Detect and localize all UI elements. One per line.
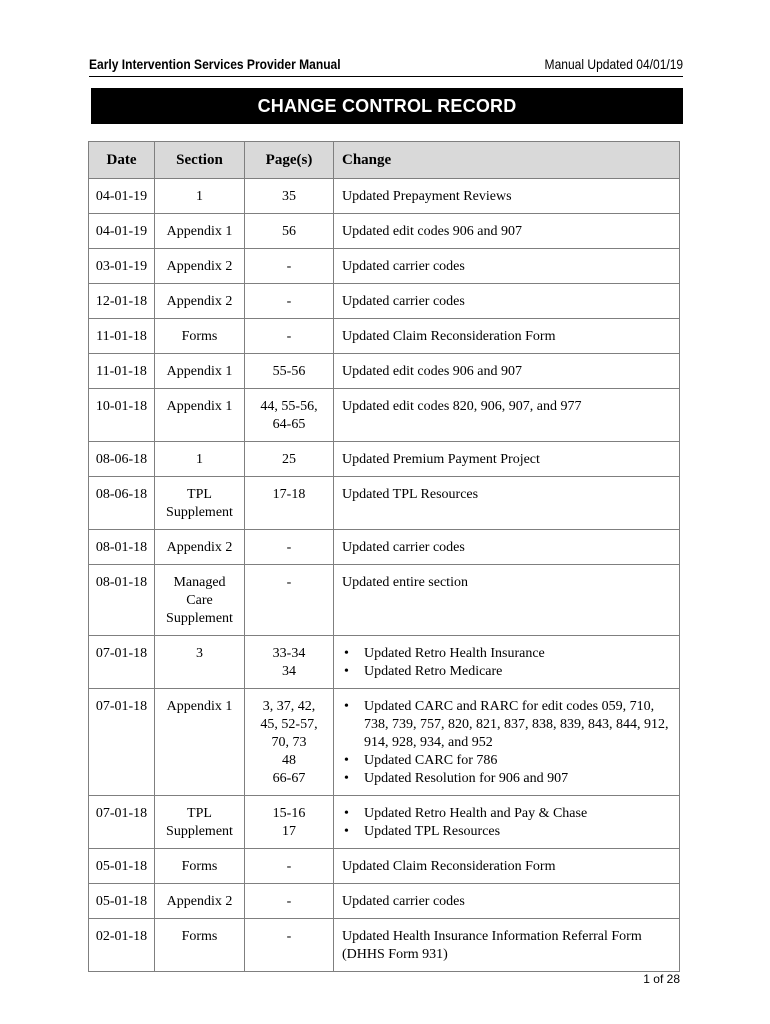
section-banner bbox=[91, 88, 683, 124]
cell-date: 08-06-18 bbox=[89, 442, 155, 477]
cell-section bbox=[155, 636, 245, 689]
section-line: Appendix 2 bbox=[166, 894, 233, 909]
cell-date: 08-01-18 bbox=[89, 565, 155, 636]
banner-title: CHANGE CONTROL RECORD bbox=[257, 95, 517, 116]
cell-pages bbox=[245, 636, 334, 689]
cell-date: 02-01-18 bbox=[89, 919, 155, 972]
column-header-section: Section bbox=[155, 142, 245, 179]
pages-line: 35 bbox=[282, 189, 296, 204]
change-bullet-list bbox=[342, 698, 671, 788]
change-text: Updated edit codes 906 and 907 bbox=[342, 364, 523, 379]
section-line: Appendix 2 bbox=[166, 540, 233, 555]
table-row bbox=[89, 530, 680, 565]
section-line: Appendix 1 bbox=[166, 224, 233, 239]
pages-line: 3, 37, 42, bbox=[262, 699, 316, 714]
section-line: Appendix 1 bbox=[166, 364, 233, 379]
cell-date: 10-01-18 bbox=[89, 389, 155, 442]
change-text: Updated carrier codes bbox=[342, 894, 465, 909]
pages-line: 25 bbox=[282, 452, 296, 467]
cell-section bbox=[155, 179, 245, 214]
table-row bbox=[89, 179, 680, 214]
change-text: Updated TPL Resources bbox=[342, 487, 479, 502]
change-bullet-item: • Updated TPL Resources bbox=[342, 823, 671, 841]
cell-pages bbox=[245, 884, 334, 919]
section-line: Forms bbox=[181, 929, 218, 944]
cell-section bbox=[155, 565, 245, 636]
cell-date: 03-01-19 bbox=[89, 249, 155, 284]
cell-pages bbox=[245, 389, 334, 442]
table-row bbox=[89, 565, 680, 636]
cell-pages bbox=[245, 796, 334, 849]
cell-change bbox=[334, 319, 680, 354]
section-line: Forms bbox=[181, 329, 218, 344]
cell-pages bbox=[245, 249, 334, 284]
cell-pages bbox=[245, 214, 334, 249]
pages-line: 45, 52-57, bbox=[260, 717, 318, 732]
cell-section bbox=[155, 284, 245, 319]
table-row bbox=[89, 249, 680, 284]
cell-change bbox=[334, 636, 680, 689]
change-text: Updated Prepayment Reviews bbox=[342, 189, 512, 204]
cell-section bbox=[155, 249, 245, 284]
section-line: Appendix 2 bbox=[166, 294, 233, 309]
cell-pages bbox=[245, 179, 334, 214]
change-text: Updated carrier codes bbox=[342, 259, 465, 274]
section-line: Supplement bbox=[166, 824, 233, 839]
pages-line: - bbox=[286, 540, 292, 555]
section-line: 3 bbox=[196, 646, 203, 661]
change-text: Updated Premium Payment Project bbox=[342, 452, 540, 467]
cell-change bbox=[334, 689, 680, 796]
cell-date: 04-01-19 bbox=[89, 179, 155, 214]
cell-change bbox=[334, 249, 680, 284]
cell-change bbox=[334, 919, 680, 972]
cell-change bbox=[334, 442, 680, 477]
cell-change bbox=[334, 565, 680, 636]
cell-change bbox=[334, 354, 680, 389]
table-row bbox=[89, 214, 680, 249]
cell-section bbox=[155, 689, 245, 796]
cell-pages bbox=[245, 477, 334, 530]
cell-change bbox=[334, 477, 680, 530]
table-row bbox=[89, 477, 680, 530]
cell-change bbox=[334, 389, 680, 442]
pages-line: 34 bbox=[282, 664, 296, 679]
change-bullet-item: • Updated Retro Health and Pay & Chase bbox=[342, 805, 671, 823]
section-line: TPL bbox=[187, 487, 212, 502]
pages-line: - bbox=[286, 329, 292, 344]
table-row bbox=[89, 884, 680, 919]
pages-line: 66-67 bbox=[272, 771, 306, 786]
change-text: Updated carrier codes bbox=[342, 540, 465, 555]
table-row bbox=[89, 849, 680, 884]
cell-change bbox=[334, 884, 680, 919]
cell-date: 07-01-18 bbox=[89, 796, 155, 849]
pages-line: - bbox=[286, 859, 292, 874]
table-header-row bbox=[89, 142, 680, 179]
table-row bbox=[89, 442, 680, 477]
change-control-table bbox=[88, 141, 680, 972]
pages-line: 33-34 bbox=[272, 646, 306, 661]
table-row bbox=[89, 389, 680, 442]
pages-line: 15-16 bbox=[272, 806, 306, 821]
pages-line: 48 bbox=[282, 753, 296, 768]
change-bullet-item: • Updated Retro Medicare bbox=[342, 663, 671, 681]
cell-date: 08-06-18 bbox=[89, 477, 155, 530]
cell-date: 12-01-18 bbox=[89, 284, 155, 319]
cell-date: 05-01-18 bbox=[89, 884, 155, 919]
cell-change bbox=[334, 530, 680, 565]
cell-date: 04-01-19 bbox=[89, 214, 155, 249]
section-line: Supplement bbox=[166, 611, 233, 626]
cell-date: 08-01-18 bbox=[89, 530, 155, 565]
cell-section bbox=[155, 919, 245, 972]
change-text: Updated Health Insurance Information Referral Form (DHHS Form 931) bbox=[342, 929, 642, 962]
cell-section bbox=[155, 796, 245, 849]
cell-pages bbox=[245, 354, 334, 389]
cell-pages bbox=[245, 319, 334, 354]
section-line: Appendix 2 bbox=[166, 259, 233, 274]
table-row bbox=[89, 796, 680, 849]
page-header bbox=[89, 56, 683, 77]
section-line: Appendix 1 bbox=[166, 399, 233, 414]
cell-change bbox=[334, 849, 680, 884]
cell-pages bbox=[245, 442, 334, 477]
section-line: Forms bbox=[181, 859, 218, 874]
cell-section bbox=[155, 849, 245, 884]
change-bullet-list bbox=[342, 805, 671, 841]
manual-title: Early Intervention Services Provider Manual bbox=[89, 56, 341, 72]
cell-change bbox=[334, 179, 680, 214]
pages-line: - bbox=[286, 259, 292, 274]
change-bullet-item: • Updated Resolution for 906 and 907 bbox=[342, 770, 671, 788]
cell-date: 07-01-18 bbox=[89, 689, 155, 796]
cell-pages bbox=[245, 530, 334, 565]
change-text: Updated Claim Reconsideration Form bbox=[342, 859, 556, 874]
change-text: Updated edit codes 906 and 907 bbox=[342, 224, 523, 239]
change-bullet-item: • Updated Retro Health Insurance bbox=[342, 645, 671, 663]
cell-pages bbox=[245, 849, 334, 884]
manual-updated-date: Manual Updated 04/01/19 bbox=[544, 56, 683, 72]
change-text: Updated edit codes 820, 906, 907, and 977 bbox=[342, 399, 582, 414]
section-line: 1 bbox=[196, 189, 203, 204]
table-row bbox=[89, 319, 680, 354]
table-row bbox=[89, 284, 680, 319]
pages-line: - bbox=[286, 929, 292, 944]
change-bullet-item: • Updated CARC and RARC for edit codes 059, 710, 738, 739, 757, 820, 821, 837, 838, 839, 843, 844, 912, 914, 928, 934, and 952 bbox=[342, 698, 671, 752]
column-header-date: Date bbox=[89, 142, 155, 179]
change-text: Updated carrier codes bbox=[342, 294, 465, 309]
cell-pages bbox=[245, 284, 334, 319]
pages-line: 17-18 bbox=[272, 487, 306, 502]
table-row bbox=[89, 636, 680, 689]
table-row bbox=[89, 919, 680, 972]
column-header-pages: Page(s) bbox=[245, 142, 334, 179]
cell-date: 11-01-18 bbox=[89, 354, 155, 389]
cell-section bbox=[155, 214, 245, 249]
cell-section bbox=[155, 389, 245, 442]
pages-line: 17 bbox=[282, 824, 296, 839]
pages-line: 44, 55-56, bbox=[260, 399, 318, 414]
cell-date: 05-01-18 bbox=[89, 849, 155, 884]
cell-change bbox=[334, 284, 680, 319]
pages-line: - bbox=[286, 294, 292, 309]
cell-section bbox=[155, 477, 245, 530]
pages-line: 64-65 bbox=[272, 417, 306, 432]
cell-section bbox=[155, 530, 245, 565]
cell-change bbox=[334, 214, 680, 249]
cell-section bbox=[155, 319, 245, 354]
section-line: Managed bbox=[173, 575, 226, 590]
pages-line: - bbox=[286, 894, 292, 909]
section-line: TPL bbox=[187, 806, 212, 821]
change-text: Updated Claim Reconsideration Form bbox=[342, 329, 556, 344]
section-line: 1 bbox=[196, 452, 203, 467]
pages-line: 70, 73 bbox=[271, 735, 307, 750]
cell-pages bbox=[245, 565, 334, 636]
change-bullet-item: • Updated CARC for 786 bbox=[342, 752, 671, 770]
pages-line: - bbox=[286, 575, 292, 590]
pages-line: 55-56 bbox=[272, 364, 306, 379]
cell-pages bbox=[245, 919, 334, 972]
table-body bbox=[89, 179, 680, 972]
cell-date: 07-01-18 bbox=[89, 636, 155, 689]
section-line: Supplement bbox=[166, 505, 233, 520]
cell-date: 11-01-18 bbox=[89, 319, 155, 354]
table-row bbox=[89, 354, 680, 389]
change-bullet-list bbox=[342, 645, 671, 681]
cell-section bbox=[155, 884, 245, 919]
section-line: Care bbox=[186, 593, 213, 608]
page-number: 1 of 28 bbox=[643, 972, 680, 986]
table-row bbox=[89, 689, 680, 796]
column-header-change: Change bbox=[334, 142, 680, 179]
cell-change bbox=[334, 796, 680, 849]
cell-section bbox=[155, 442, 245, 477]
pages-line: 56 bbox=[282, 224, 296, 239]
cell-section bbox=[155, 354, 245, 389]
cell-pages bbox=[245, 689, 334, 796]
change-text: Updated entire section bbox=[342, 575, 468, 590]
section-line: Appendix 1 bbox=[166, 699, 233, 714]
